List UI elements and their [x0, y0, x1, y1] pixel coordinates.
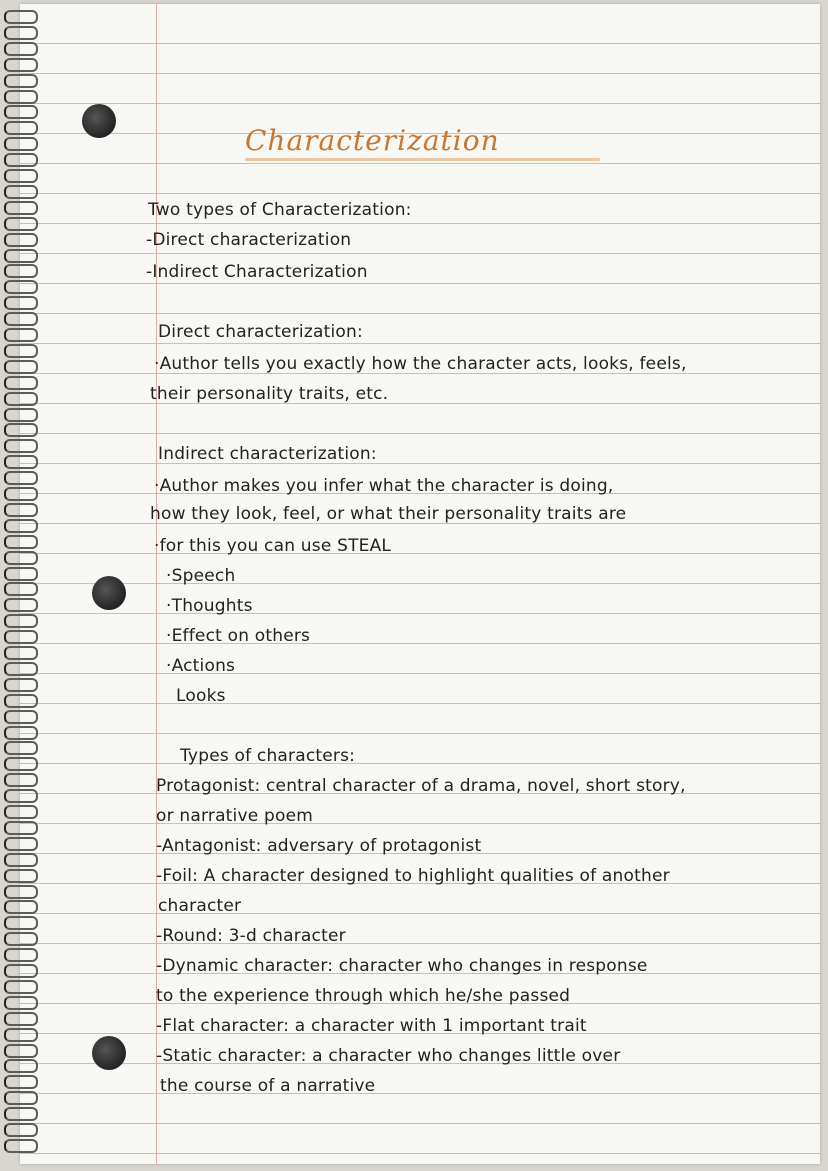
types-line-8: to the experience through which he/she passed [156, 986, 571, 1006]
types-line-6: -Round: 3-d character [156, 926, 346, 946]
spiral-coil [4, 630, 38, 644]
spiral-coil [4, 741, 38, 755]
lined-paper [20, 4, 820, 1164]
spiral-coil [4, 455, 38, 469]
spiral-coil [4, 646, 38, 660]
spiral-coil [4, 805, 38, 819]
steal-speech: ·Speech [166, 566, 236, 586]
types-line-1: Protagonist: central character of a drama, novel, short story, [156, 776, 686, 796]
spiral-coil [4, 710, 38, 724]
spiral-coil [4, 1075, 38, 1089]
types-line-11: the course of a narrative [160, 1076, 376, 1096]
spiral-coil [4, 423, 38, 437]
spiral-coil [4, 582, 38, 596]
spiral-coil [4, 487, 38, 501]
spiral-coil [4, 74, 38, 88]
spiral-coil [4, 726, 38, 740]
spiral-coil [4, 169, 38, 183]
spiral-coil [4, 26, 38, 40]
spiral-coil [4, 185, 38, 199]
spiral-coil [4, 694, 38, 708]
spiral-coil [4, 1044, 38, 1058]
spiral-coil [4, 249, 38, 263]
spiral-coil [4, 392, 38, 406]
spiral-coil [4, 900, 38, 914]
spiral-coil [4, 789, 38, 803]
indirect-line-2: how they look, feel, or what their personality traits are [150, 504, 627, 524]
spiral-coil [4, 201, 38, 215]
direct-heading: Direct characterization: [158, 322, 363, 342]
steal-thoughts: ·Thoughts [166, 596, 253, 616]
spiral-coil [4, 996, 38, 1010]
spiral-coil [4, 662, 38, 676]
types-line-3: -Antagonist: adversary of protagonist [156, 836, 482, 856]
spiral-coil [4, 821, 38, 835]
spiral-coil [4, 964, 38, 978]
spiral-coil [4, 233, 38, 247]
spiral-coil [4, 916, 38, 930]
spiral-coil [4, 1059, 38, 1073]
types-line-7: -Dynamic character: character who changes in response [156, 956, 648, 976]
spiral-coil [4, 757, 38, 771]
spiral-coil [4, 1139, 38, 1153]
spiral-coil [4, 567, 38, 581]
punch-hole-bottom [92, 1036, 126, 1070]
spiral-coil [4, 853, 38, 867]
spiral-coil [4, 153, 38, 167]
spiral-coil [4, 519, 38, 533]
indirect-line-1: ·Author makes you infer what the character is doing, [154, 476, 614, 496]
spiral-coil [4, 121, 38, 135]
indirect-line-3: ·for this you can use STEAL [154, 536, 392, 556]
spiral-coil [4, 885, 38, 899]
spiral-coil [4, 1123, 38, 1137]
title-underline [245, 158, 600, 161]
spiral-coil [4, 90, 38, 104]
steal-effect: ·Effect on others [166, 626, 311, 646]
spiral-coil [4, 10, 38, 24]
spiral-coil [4, 471, 38, 485]
spiral-coil [4, 296, 38, 310]
spiral-coil [4, 42, 38, 56]
spiral-coil [4, 312, 38, 326]
spiral-coil [4, 360, 38, 374]
steal-looks: Looks [176, 686, 226, 706]
spiral-coil [4, 948, 38, 962]
types-line-9: -Flat character: a character with 1 important trait [156, 1016, 587, 1036]
spiral-coil [4, 598, 38, 612]
types-line-4: -Foil: A character designed to highlight qualities of another [156, 866, 670, 886]
spiral-coil [4, 376, 38, 390]
spiral-coil [4, 217, 38, 231]
spiral-coil [4, 1107, 38, 1121]
spiral-coil [4, 503, 38, 517]
types-line-5: character [158, 896, 242, 916]
types-line-2: or narrative poem [156, 806, 314, 826]
punch-hole-top [82, 104, 116, 138]
page-title: Characterization [245, 124, 500, 157]
types-line-10: -Static character: a character who changes little over [156, 1046, 621, 1066]
spiral-coil [4, 837, 38, 851]
spiral-coil [4, 980, 38, 994]
spiral-coil [4, 280, 38, 294]
spiral-coil [4, 535, 38, 549]
spiral-coil [4, 551, 38, 565]
spiral-coil [4, 137, 38, 151]
spiral-coil [4, 773, 38, 787]
steal-actions: ·Actions [166, 656, 236, 676]
spiral-coil [4, 439, 38, 453]
spiral-coil [4, 1028, 38, 1042]
spiral-coil [4, 58, 38, 72]
spiral-coil [4, 344, 38, 358]
spiral-coil [4, 1091, 38, 1105]
intro-heading: Two types of Characterization: [148, 200, 412, 220]
spiral-coil [4, 614, 38, 628]
types-heading: Types of characters: [180, 746, 356, 766]
spiral-coil [4, 264, 38, 278]
spiral-coil [4, 869, 38, 883]
spiral-binding [0, 10, 40, 1160]
spiral-coil [4, 932, 38, 946]
spiral-coil [4, 408, 38, 422]
indirect-heading: Indirect characterization: [158, 444, 377, 464]
spiral-coil [4, 678, 38, 692]
intro-item-indirect: -Indirect Characterization [146, 262, 368, 282]
direct-line-2: their personality traits, etc. [150, 384, 389, 404]
intro-item-direct: -Direct characterization [146, 230, 352, 250]
spiral-coil [4, 105, 38, 119]
spiral-coil [4, 328, 38, 342]
direct-line-1: ·Author tells you exactly how the character acts, looks, feels, [154, 354, 687, 374]
punch-hole-middle [92, 576, 126, 610]
spiral-coil [4, 1012, 38, 1026]
